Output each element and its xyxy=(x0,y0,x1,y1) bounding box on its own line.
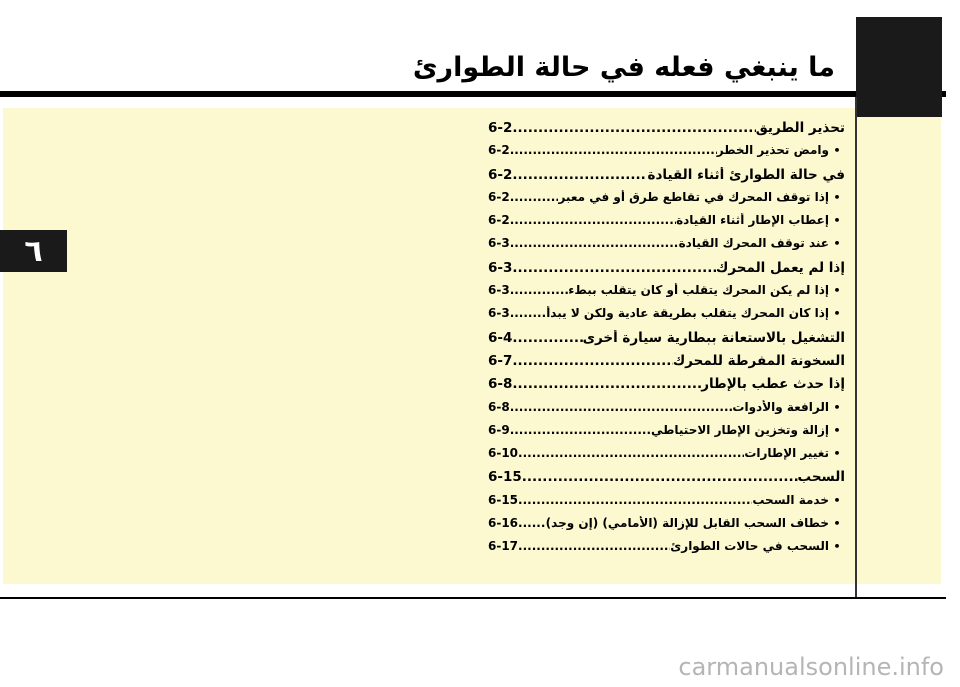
footer-rule xyxy=(0,597,946,599)
bullet-icon: • xyxy=(833,400,841,414)
toc-page-number: 6-8 xyxy=(488,399,510,414)
toc-page-number: 6-3 xyxy=(488,283,510,298)
toc-entry-label: إذا كان المحرك يتقلب بطريقة عادية ولكن لا يبدأ xyxy=(546,306,829,321)
toc-page-number: 6-3 xyxy=(488,306,510,321)
toc-leader-dots xyxy=(512,167,647,183)
table-of-contents xyxy=(488,120,845,563)
toc-entry-label: إذا توقف المحرك في تقاطع طرق أو في معبر xyxy=(558,189,829,204)
toc-leader-dots xyxy=(510,283,569,297)
toc-subentry[interactable] xyxy=(488,400,845,423)
bullet-icon: • xyxy=(833,447,841,461)
bullet-icon: • xyxy=(833,190,841,204)
toc-entry-label: خدمة السحب xyxy=(752,492,829,507)
toc-leader-dots xyxy=(522,469,798,485)
toc-subentry[interactable] xyxy=(488,446,845,469)
toc-page-number: 6-4 xyxy=(488,329,513,346)
toc-entry[interactable] xyxy=(488,469,845,492)
toc-subentry[interactable] xyxy=(488,213,845,236)
toc-subentry[interactable] xyxy=(488,516,845,539)
toc-page-number: 6-7 xyxy=(488,352,513,369)
bullet-icon: • xyxy=(833,307,841,321)
toc-entry-label: وامض تحذير الخطر xyxy=(716,143,829,158)
toc-subentry[interactable] xyxy=(488,306,845,329)
toc-leader-dots xyxy=(512,376,701,392)
corner-block xyxy=(856,17,942,117)
toc-entry[interactable] xyxy=(488,376,845,399)
toc-subentry[interactable] xyxy=(488,283,845,306)
watermark: carmanualsonline.info xyxy=(678,653,944,681)
toc-page-number: 6-3 xyxy=(488,259,513,276)
toc-page-number: 6-10 xyxy=(488,446,519,461)
bullet-icon: • xyxy=(833,493,841,507)
page-title: ما ينبغي فعله في حالة الطوارئ xyxy=(412,52,835,83)
toc-leader-dots xyxy=(510,306,547,320)
toc-leader-dots xyxy=(510,143,717,157)
toc-entry-label: إذا لم يعمل المحرك xyxy=(716,259,845,276)
toc-page-number: 6-15 xyxy=(488,492,519,507)
toc-leader-dots xyxy=(512,330,582,346)
toc-leader-dots xyxy=(512,120,755,136)
toc-subentry[interactable] xyxy=(488,236,845,259)
toc-page-number: 6-2 xyxy=(488,143,510,158)
toc-entry-label: إذا لم يكن المحرك يتقلب أو كان يتقلب ببطء xyxy=(568,283,829,298)
toc-entry[interactable] xyxy=(488,260,845,283)
toc-leader-dots xyxy=(518,493,752,507)
toc-page-number: 6-2 xyxy=(488,213,510,228)
bullet-icon: • xyxy=(833,517,841,531)
toc-page-number: 6-2 xyxy=(488,120,513,136)
toc-entry-label: الرافعة والأدوات xyxy=(732,399,829,414)
toc-subentry[interactable] xyxy=(488,190,845,213)
toc-entry-label: خطاف السحب القابل للإزالة (الأمامي) (إن وجد) xyxy=(545,516,829,531)
toc-leader-dots xyxy=(518,516,546,530)
toc-entry-label: في حالة الطوارئ أثناء القيادة xyxy=(647,166,845,183)
toc-page-number: 6-2 xyxy=(488,166,513,183)
toc-entry[interactable] xyxy=(488,353,845,376)
toc-page-number: 6-3 xyxy=(488,236,510,251)
toc-entry[interactable] xyxy=(488,120,845,143)
bullet-icon: • xyxy=(833,284,841,298)
toc-entry-label: التشغيل بالاستعانة ببطارية سيارة أخرى xyxy=(582,329,845,346)
toc-entry[interactable] xyxy=(488,167,845,190)
toc-entry-label: السحب xyxy=(797,469,845,486)
toc-subentry[interactable] xyxy=(488,423,845,446)
toc-leader-dots xyxy=(510,236,679,250)
side-divider xyxy=(855,97,857,599)
toc-leader-dots xyxy=(510,190,559,204)
toc-leader-dots xyxy=(518,446,744,460)
toc-entry-label: تحذير الطريق xyxy=(755,120,845,136)
bullet-icon: • xyxy=(833,423,841,437)
toc-page-number: 6-9 xyxy=(488,422,510,437)
toc-page-number: 6-2 xyxy=(488,189,510,204)
toc-leader-dots xyxy=(510,423,651,437)
toc-leader-dots xyxy=(512,353,672,369)
toc-subentry[interactable] xyxy=(488,539,845,562)
toc-entry-label: إزالة وتخزين الإطار الاحتياطي xyxy=(650,422,829,437)
toc-subentry[interactable] xyxy=(488,493,845,516)
bullet-icon: • xyxy=(833,144,841,158)
bullet-icon: • xyxy=(833,214,841,228)
toc-page-number: 6-15 xyxy=(488,469,522,486)
toc-entry[interactable] xyxy=(488,330,845,353)
toc-entry-label: إذا حدث عطب بالإطار xyxy=(701,376,845,393)
toc-page-number: 6-16 xyxy=(488,516,519,531)
toc-leader-dots xyxy=(512,260,716,276)
side-strip xyxy=(857,117,941,584)
toc-leader-dots xyxy=(510,400,733,414)
toc-entry-label: السحب في حالات الطوارئ xyxy=(670,539,829,554)
toc-entry-label: عند توقف المحرك القيادة xyxy=(678,236,829,251)
chapter-tab[interactable]: ٦ xyxy=(0,230,67,272)
toc-entry-label: إعطاب الإطار أثناء القيادة xyxy=(676,213,829,228)
bullet-icon: • xyxy=(833,540,841,554)
toc-entry-label: تغيير الإطارات xyxy=(744,446,829,461)
toc-leader-dots xyxy=(518,539,670,553)
toc-page-number: 6-8 xyxy=(488,376,513,393)
toc-subentry[interactable] xyxy=(488,143,845,166)
toc-page-number: 6-17 xyxy=(488,539,519,554)
toc-leader-dots xyxy=(510,213,676,227)
bullet-icon: • xyxy=(833,237,841,251)
header-rule xyxy=(0,91,946,97)
toc-entry-label: السخونة المفرطة للمحرك xyxy=(672,352,845,369)
